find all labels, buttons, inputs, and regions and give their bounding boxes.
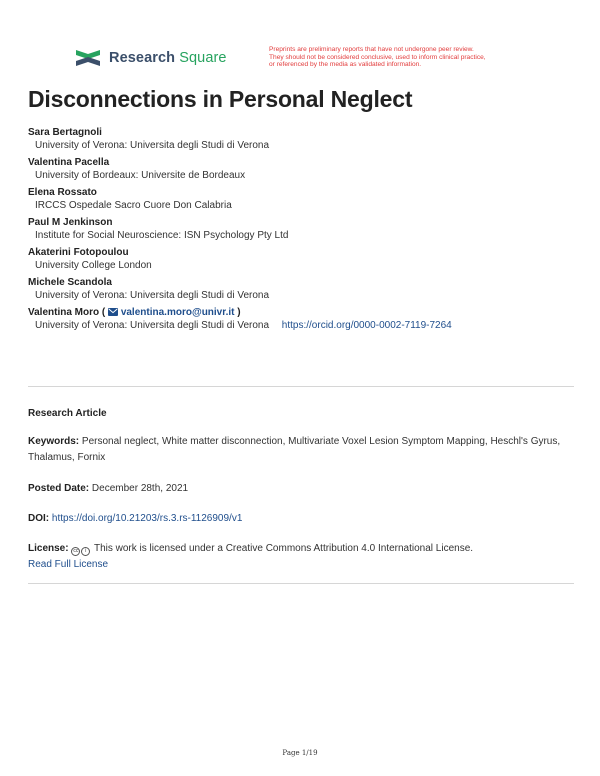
divider bbox=[28, 386, 574, 387]
keywords bbox=[28, 434, 574, 466]
license bbox=[28, 541, 574, 573]
preprint-notice bbox=[269, 46, 549, 69]
preprint-notice-line: They should not be considered conclusive, used to inform clinical practice, bbox=[269, 53, 486, 61]
brand-part2: Square bbox=[179, 50, 227, 66]
preprint-notice-line: Preprints are preliminary reports that have not undergone peer review. bbox=[269, 46, 474, 53]
doi bbox=[28, 511, 574, 527]
author bbox=[28, 157, 588, 187]
author-affiliation: Institute for Social Neuroscience: ISN Psychology Pty Ltd bbox=[35, 230, 289, 241]
author bbox=[28, 187, 588, 217]
email-link[interactable] bbox=[108, 307, 237, 318]
corresponding-author-affiliation-line bbox=[28, 319, 588, 337]
corresponding-author bbox=[28, 307, 588, 337]
author-name: Valentina Pacella bbox=[28, 157, 110, 168]
corresponding-author-line bbox=[28, 307, 588, 319]
research-square-mark-icon bbox=[74, 47, 102, 69]
author-name: Sara Bertagnoli bbox=[28, 127, 102, 138]
author-affiliation: IRCCS Ospedale Sacro Cuore Don Calabria bbox=[35, 200, 232, 211]
close-paren: ) bbox=[237, 307, 241, 318]
posted-date-label: Posted Date: bbox=[28, 483, 90, 494]
by-attribution-icon: i bbox=[81, 547, 90, 556]
orcid-link[interactable]: https://orcid.org/0000-0002-7119-7264 bbox=[281, 320, 452, 331]
author-affiliation: University of Verona: Universita degli Studi di Verona bbox=[35, 290, 270, 301]
article-type-label: Research Article bbox=[28, 408, 107, 419]
author-name: Valentina Moro bbox=[28, 307, 100, 318]
author bbox=[28, 217, 588, 247]
keywords-value: Personal neglect, White matter disconnection, Multivariate Voxel Lesion Symptom Mapping, Heschl's Gyrus, Thalamus, Fornix bbox=[28, 436, 561, 463]
cc-icon: cc bbox=[73, 548, 79, 554]
license-text: This work is licensed under a Creative Commons Attribution 4.0 International License. bbox=[93, 543, 474, 554]
paper-title: Disconnections in Personal Neglect bbox=[28, 86, 413, 112]
article-type bbox=[28, 406, 574, 422]
brand-name bbox=[109, 50, 227, 66]
author-list bbox=[28, 127, 588, 337]
license-label: License: bbox=[28, 543, 69, 554]
posted-date bbox=[28, 481, 574, 497]
author-affiliation: University College London bbox=[35, 260, 152, 271]
posted-date-value: December 28th, 2021 bbox=[91, 483, 189, 494]
author-name: Michele Scandola bbox=[28, 277, 112, 288]
author-affiliation: University of Verona: Universita degli Studi di Verona bbox=[35, 320, 270, 331]
preprint-notice-line: or referenced by the media as validated information. bbox=[269, 61, 422, 69]
author-name: Paul M Jenkinson bbox=[28, 217, 113, 228]
author-affiliation: University of Bordeaux: Universite de Bordeaux bbox=[35, 170, 246, 181]
open-paren: ( bbox=[101, 307, 106, 318]
keywords-label: Keywords: bbox=[28, 436, 80, 447]
author bbox=[28, 277, 588, 307]
envelope-icon bbox=[108, 308, 118, 316]
page-number: Page 1/19 bbox=[282, 749, 318, 757]
divider bbox=[28, 583, 574, 584]
author-affiliation: University of Verona: Universita degli Studi di Verona bbox=[35, 140, 270, 151]
doi-link[interactable]: https://doi.org/10.21203/rs.3.rs-1126909/v1 bbox=[51, 513, 243, 524]
author bbox=[28, 247, 588, 277]
brand-part1: Research bbox=[109, 50, 176, 66]
author-name: Akaterini Fotopoulou bbox=[28, 247, 129, 258]
author-name: Elena Rossato bbox=[28, 187, 97, 198]
author bbox=[28, 127, 588, 157]
email-address: valentina.moro@univr.it bbox=[120, 307, 235, 318]
research-square-logo[interactable] bbox=[74, 47, 227, 69]
doi-label: DOI: bbox=[28, 513, 50, 524]
read-full-license-link[interactable]: Read Full License bbox=[28, 559, 109, 570]
